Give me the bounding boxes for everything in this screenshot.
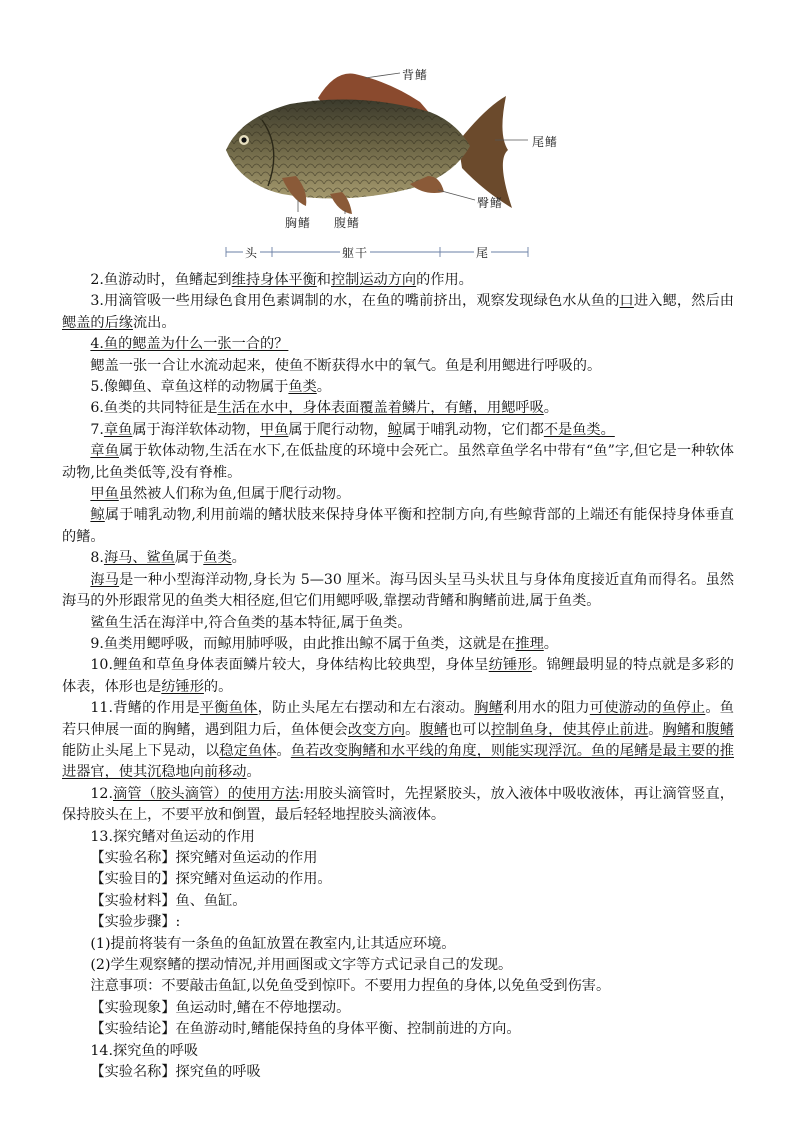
item-13-materials: 【实验材料】鱼、鱼缸。 (90, 892, 247, 909)
label-head: 头 (245, 246, 259, 260)
item-7-turtle: 甲鱼虽然被人们称为鱼,但属于爬行动物。 (90, 486, 351, 503)
label-pectoral-fin: 胸鳍 (285, 216, 312, 230)
item-7-whale: 鲸属于哺乳动物,利用前端的鳍状肢来保持身体平衡和控制方向,有些鲸背部的上端还有能保持身体垂直的鳍。 (62, 507, 734, 545)
item-14-name: 【实验名称】探究鱼的呼吸 (90, 1064, 261, 1081)
label-ventral-fin: 腹鳍 (334, 216, 361, 230)
fish-illustration (0, 0, 794, 266)
label-anal-fin: 臀鳍 (477, 196, 504, 210)
item-10: 10.鲤鱼和草鱼身体表面鳞片较大，身体结构比较典型，身体呈纺锤形。锦鲤最明显的特点就是多彩的体表，体形也是纺锤形的。 (62, 657, 734, 695)
item-11: 11.背鳍的作用是平衡鱼体，防止头尾左右摆动和左右滚动。胸鳍利用水的阻力可使游动的鱼停止。鱼若只伸展一面的胸鳍，遇到阻力后，鱼体便会改变方向。腹鳍也可以控制鱼身，使其停止前进。胸鳍和腹鳍能防止头尾上下晃动，以稳定鱼体。鱼若改变胸鳍和水平线的角度，则能实现浮沉。鱼的尾鳍是最主要的推进器官，使其沉稳地向前移动。 (62, 700, 734, 781)
item-7-octopus: 章鱼属于软体动物,生活在水下,在低盐度的环境中会死亡。虽然章鱼学名中带有“鱼”字,但它是一种软体动物,比鱼类低等,没有脊椎。 (62, 443, 734, 481)
item-13-step-2: (2)学生观察鳍的摆动情况,并用画图或文字等方式记录自己的发现。 (90, 957, 513, 973)
label-tail: 尾 (476, 246, 490, 260)
label-dorsal-fin: 背鳍 (402, 68, 429, 82)
item-7: 7.章鱼属于海洋软体动物，甲鱼属于爬行动物，鲸属于哺乳动物，它们都不是鱼类。 (90, 421, 615, 438)
item-14: 14.探究鱼的呼吸 (90, 1042, 199, 1059)
item-8: 8.海马、鲨鱼属于鱼类。 (90, 550, 246, 567)
item-13-steps: 【实验步骤】: (90, 914, 181, 931)
label-trunk: 躯干 (342, 246, 369, 260)
item-12: 12.滴管（胶头滴管）的使用方法:用胶头滴管时，先捏紧胶头，放入液体中吸收液体，再让滴管竖直，保持胶头在上，不要平放和倒置，最后轻轻地捏胶头滴液体。 (62, 785, 734, 824)
item-13-name: 【实验名称】探究鳍对鱼运动的作用 (90, 849, 318, 866)
item-13-goal: 【实验目的】探究鳍对鱼运动的作用。 (90, 871, 332, 888)
item-13: 13.探究鳍对鱼运动的作用 (90, 828, 255, 845)
item-13-note: 注意事项：不要敲击鱼缸,以免鱼受到惊吓。不要用力捏鱼的身体,以免鱼受到伤害。 (90, 978, 611, 995)
item-13-phenomenon: 【实验现象】鱼运动时,鳍在不停地摆动。 (90, 999, 351, 1016)
document-body (62, 270, 734, 1083)
item-13-step-1: (1)提前将装有一条鱼的鱼缸放置在教室内,让其适应环境。 (90, 935, 456, 952)
item-13-conclusion: 【实验结论】在鱼游动时,鳍能保持鱼的身体平衡、控制前进的方向。 (90, 1021, 521, 1038)
item-6: 6.鱼类的共同特征是生活在水中，身体表面覆盖着鳞片，有鳍，用鳃呼吸。 (90, 400, 558, 417)
item-9: 9.鱼类用鳃呼吸，而鲸用肺呼吸，由此推出鲸不属于鱼类，这就是在推理。 (90, 635, 558, 652)
item-3: 3.用滴管吸一些用绿色食用色素调制的水，在鱼的嘴前挤出，观察发现绿色水从鱼的口进入鳃，然后由鳃盖的后缘流出。 (62, 293, 734, 331)
item-2: 2.鱼游动时，鱼鳍起到维持身体平衡和控制运动方向的作用。 (90, 272, 473, 288)
item-5: 5.像鲫鱼、章鱼这样的动物属于鱼类。 (90, 379, 331, 396)
item-8-seahorse: 海马是一种小型海洋动物,身长为 5—30 厘米。海马因头呈马头状且与身体角度接近直角而得名。虽然海马的外形跟常见的鱼类大相径庭,但它们用鳃呼吸,靠摆动背鳍和胸鳍前进,属于鱼类。 (62, 571, 734, 610)
item-4-question: 4.鱼的鳃盖为什么一张一合的？ (90, 336, 289, 353)
fish-figure (0, 0, 794, 266)
label-caudal-fin: 尾鳍 (532, 135, 559, 149)
item-4-answer: 鳃盖一张一合让水流动起来，使鱼不断获得水中的氧气。鱼是利用鳃进行呼吸的。 (90, 357, 602, 374)
item-8-shark: 鲨鱼生活在海洋中,符合鱼类的基本特征,属于鱼类。 (90, 614, 412, 631)
